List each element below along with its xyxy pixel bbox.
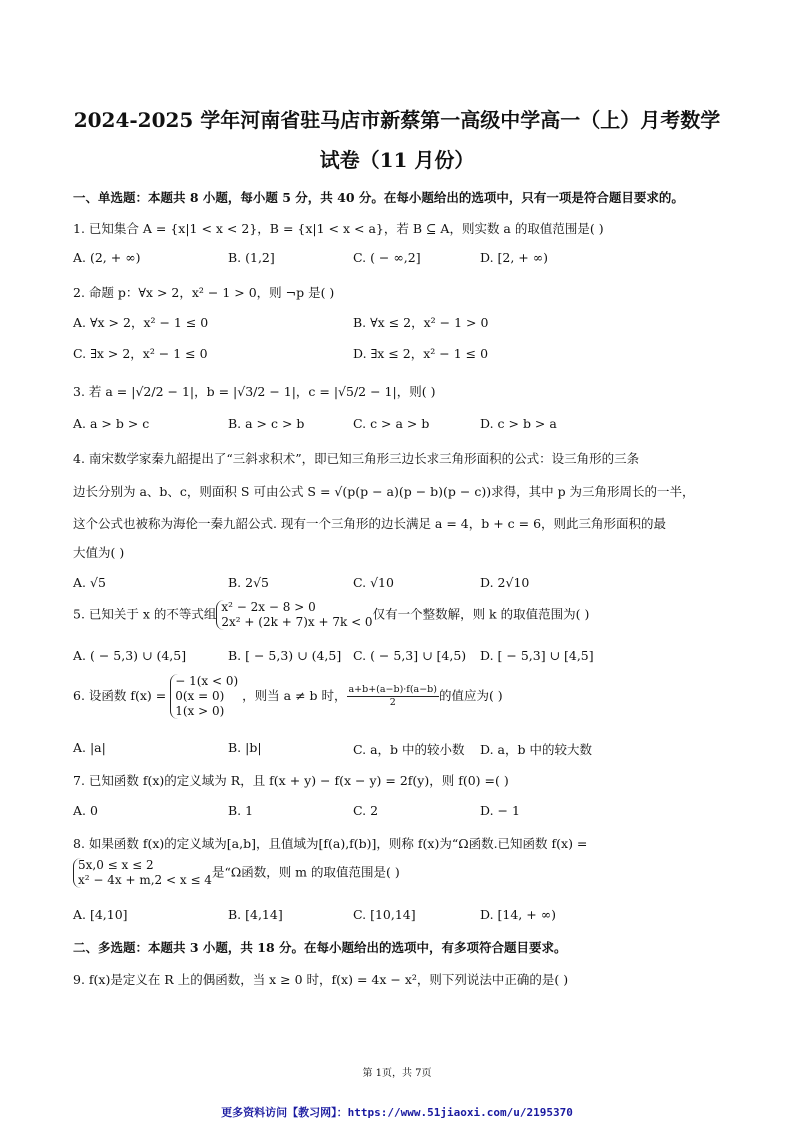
question-8-case-1: 5x,0 ≤ x ≤ 2 bbox=[78, 858, 154, 872]
question-3-option-b: B. a > c > b bbox=[228, 416, 305, 431]
question-6-pre: 6. 设函数 f(x) = bbox=[73, 688, 167, 703]
question-1-option-d: D. [2, + ∞) bbox=[480, 250, 549, 265]
question-4-line1: 4. 南宋数学家秦九韶提出了“三斜求积术”，即已知三角形三边长求三角形面积的公式：设三角形的三条 bbox=[73, 451, 640, 466]
question-6-fraction-numerator: a+b+(a−b)·f(a−b) bbox=[348, 684, 437, 695]
question-5-inequality-system bbox=[216, 600, 372, 630]
question-5-option-c: C. ( − 5,3] ∪ [4,5) bbox=[353, 648, 467, 663]
question-3-option-d: D. c > b > a bbox=[480, 416, 557, 431]
question-5-stem bbox=[73, 600, 589, 630]
question-4-option-c: C. √10 bbox=[353, 575, 394, 590]
question-7-option-c: C. 2 bbox=[353, 803, 379, 818]
question-3-stem: 3. 若 a = |√2/2 − 1|，b = |√3/2 − 1|，c = |√5/2 − 1|，则( ) bbox=[73, 384, 436, 399]
question-1-option-b: B. (1,2] bbox=[228, 250, 275, 265]
question-5-option-a: A. ( − 5,3) ∪ (4,5] bbox=[73, 648, 187, 663]
question-6-mid: ，则当 a ≠ b 时， bbox=[242, 688, 347, 703]
question-7-option-b: B. 1 bbox=[228, 803, 254, 818]
question-4-option-a: A. √5 bbox=[73, 575, 106, 590]
question-4-line3: 这个公式也被称为海伦一秦九韶公式. 现有一个三角形的边长满足 a = 4，b + c = 6，则此三角形面积的最 bbox=[73, 516, 667, 531]
question-5-option-b: B. [ − 5,3) ∪ (4,5] bbox=[228, 648, 342, 663]
question-6-option-b: B. |b| bbox=[228, 740, 262, 755]
question-6-option-c: C. a，b 中的较小数 bbox=[353, 742, 465, 757]
question-8-option-c: C. [10,14] bbox=[353, 907, 416, 922]
question-5-inequality-2: 2x² + (2k + 7)x + 7k < 0 bbox=[221, 615, 373, 629]
page-footer: 第 1页，共 7页 bbox=[362, 1068, 432, 1079]
question-6-fraction-denominator: 2 bbox=[389, 697, 396, 708]
question-7-option-d: D. − 1 bbox=[480, 803, 520, 818]
question-8-option-a: A. [4,10] bbox=[73, 907, 128, 922]
document-title-line1: 2024-2025 学年河南省驻马店市新蔡第一高级中学高一（上）月考数学 bbox=[73, 108, 721, 132]
question-6-case-2: 0(x = 0) bbox=[175, 689, 225, 703]
question-6-fraction bbox=[347, 684, 439, 709]
question-2-option-a: A. ∀x > 2，x² − 1 ≤ 0 bbox=[73, 315, 209, 330]
question-8-case-2: x² − 4x + m,2 < x ≤ 4 bbox=[78, 873, 212, 887]
question-2-option-d: D. ∃x ≤ 2，x² − 1 ≤ 0 bbox=[353, 346, 489, 361]
question-6-option-a: A. |a| bbox=[73, 740, 106, 755]
promo-link[interactable]: 更多资料访问【教习网】：https://www.51jiaoxi.com/u/2195370 bbox=[221, 1106, 573, 1119]
question-6-case-1: − 1(x < 0) bbox=[175, 674, 239, 688]
question-2-option-c: C. ∃x > 2，x² − 1 ≤ 0 bbox=[73, 346, 208, 361]
question-9-stem: 9. f(x)是定义在 R 上的偶函数，当 x ≥ 0 时，f(x) = 4x − x²，则下列说法中正确的是( ) bbox=[73, 972, 569, 987]
question-2-option-b: B. ∀x ≤ 2，x² − 1 > 0 bbox=[353, 315, 489, 330]
question-6-option-d: D. a，b 中的较大数 bbox=[480, 742, 592, 757]
question-5-post: 仅有一个整数解，则 k 的取值范围为( ) bbox=[372, 606, 590, 622]
question-1-stem: 1. 已知集合 A = {x|1 < x < 2}，B = {x|1 < x < a}，若 B ⊆ A，则实数 a 的取值范围是( ) bbox=[73, 221, 604, 236]
question-1-option-c: C. ( − ∞,2] bbox=[353, 250, 421, 265]
question-5-inequality-1: x² − 2x − 8 > 0 bbox=[221, 600, 316, 614]
question-6-stem bbox=[73, 674, 503, 719]
question-6-piecewise bbox=[170, 674, 238, 719]
question-3-option-a: A. a > b > c bbox=[73, 416, 150, 431]
question-8-piecewise bbox=[73, 858, 212, 888]
question-3-option-c: C. c > a > b bbox=[353, 416, 430, 431]
question-6-case-3: 1(x > 0) bbox=[175, 704, 225, 718]
question-8-line1: 8. 如果函数 f(x)的定义域为[a,b]，且值域为[f(a),f(b)]，则称 f(x)为“Ω函数.已知函数 f(x) = bbox=[73, 836, 588, 851]
question-4-option-b: B. 2√5 bbox=[228, 575, 270, 590]
question-5-pre: 5. 已知关于 x 的不等式组 bbox=[73, 606, 217, 622]
question-1-option-a: A. (2, + ∞) bbox=[73, 250, 141, 265]
question-8-option-d: D. [14, + ∞) bbox=[480, 907, 556, 922]
question-4-option-d: D. 2√10 bbox=[480, 575, 530, 590]
question-4-line4: 大值为( ) bbox=[73, 545, 125, 560]
question-2-stem: 2. 命题 p：∀x > 2，x² − 1 > 0，则 ¬p 是( ) bbox=[73, 285, 335, 300]
question-8-option-b: B. [4,14] bbox=[228, 907, 283, 922]
question-7-stem: 7. 已知函数 f(x)的定义域为 R，且 f(x + y) − f(x − y) = 2f(y)，则 f(0) =( ) bbox=[73, 773, 509, 788]
question-6-post: 的值应为( ) bbox=[438, 688, 503, 703]
question-7-option-a: A. 0 bbox=[73, 803, 98, 818]
question-4-line2: 边长分别为 a、b、c，则面积 S 可由公式 S = √(p(p − a)(p − b)(p − c))求得，其中 p 为三角形周长的一半， bbox=[73, 484, 695, 499]
question-8-line2 bbox=[73, 858, 400, 888]
document-title-line2: 试卷（11 月份） bbox=[319, 148, 475, 172]
section-heading-multiple-choice: 二、多选题：本题共 3 小题，共 18 分。在每小题给出的选项中，有多项符合题目要求。 bbox=[73, 940, 567, 955]
question-5-option-d: D. [ − 5,3] ∪ [4,5] bbox=[480, 648, 594, 663]
section-heading-single-choice: 一、单选题：本题共 8 小题，每小题 5 分，共 40 分。在每小题给出的选项中，只有一项是符合题目要求的。 bbox=[73, 190, 684, 205]
question-8-post: 是“Ω函数，则 m 的取值范围是( ) bbox=[211, 864, 400, 880]
